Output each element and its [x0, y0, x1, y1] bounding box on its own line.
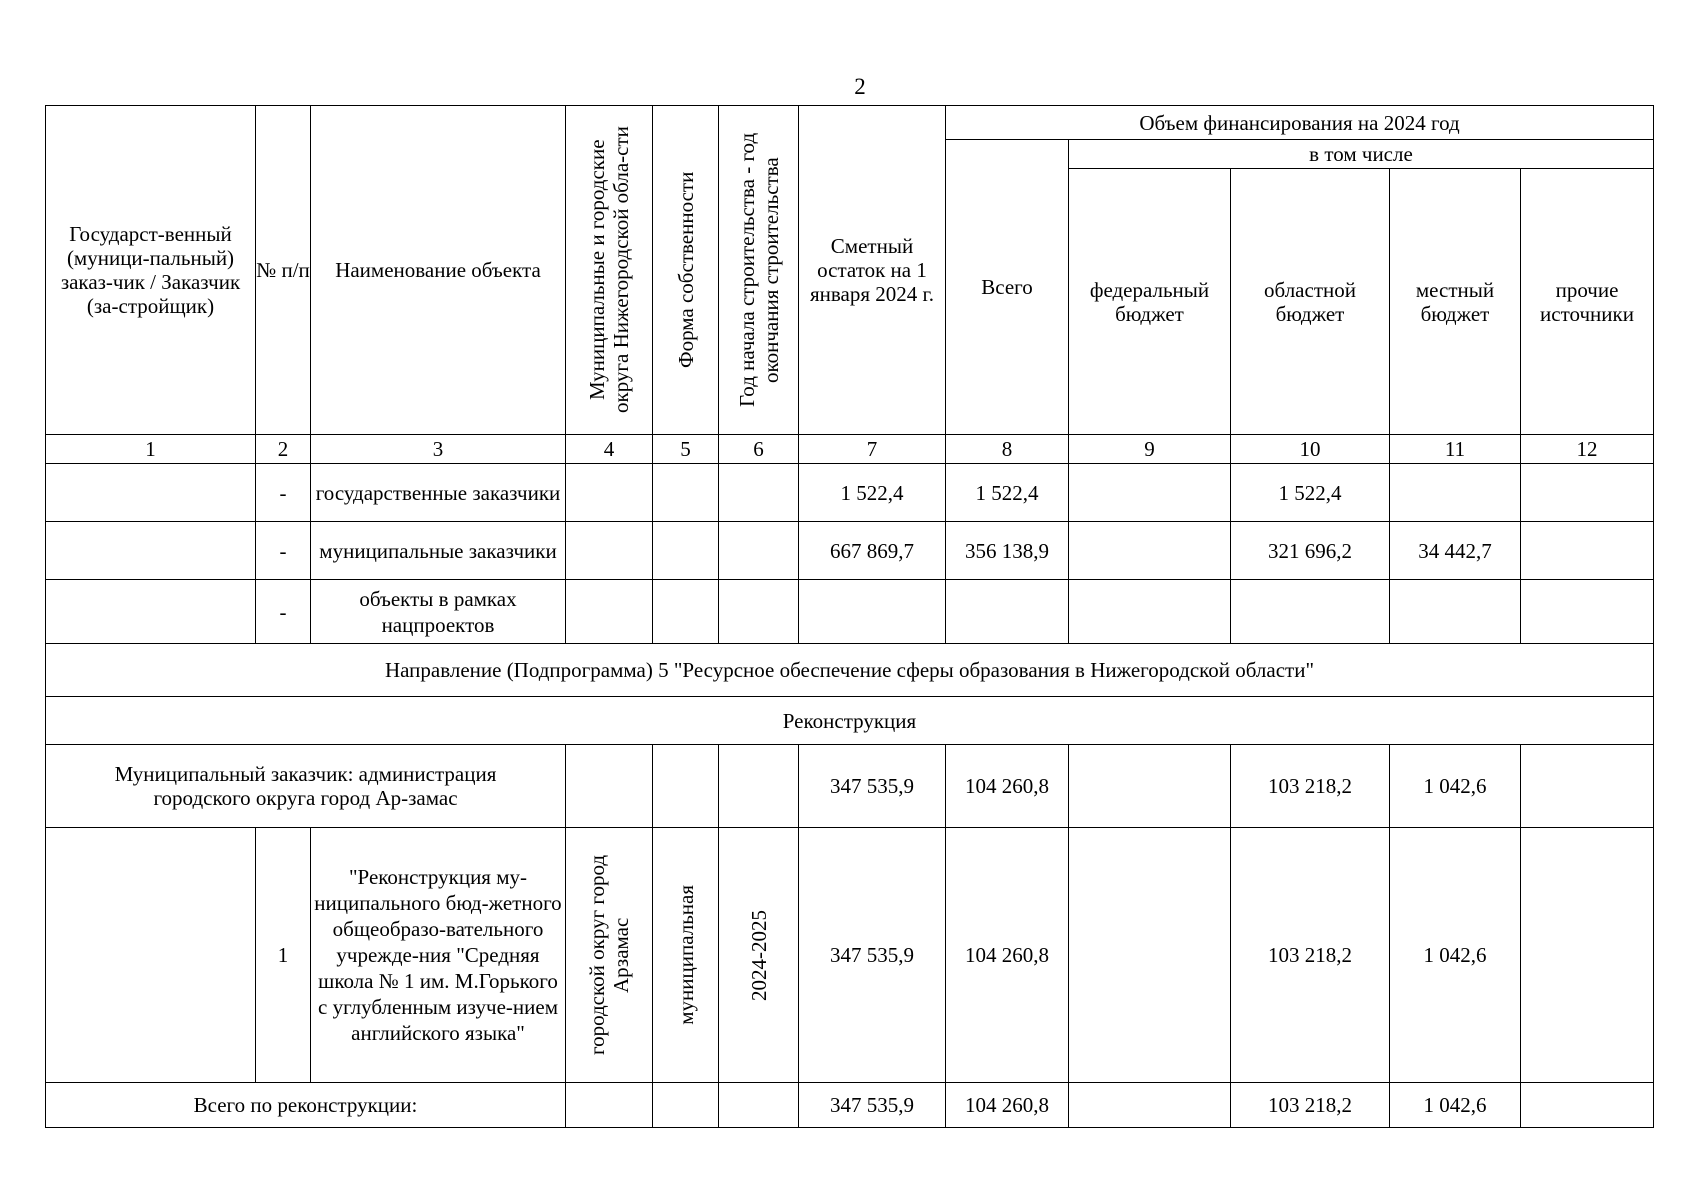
total-label: Всего по реконструкции:	[46, 1083, 566, 1128]
header-federal: федеральный бюджет	[1069, 169, 1231, 435]
header-municipality	[566, 106, 653, 435]
col-num-11: 11	[1390, 435, 1521, 464]
total-total: 104 260,8	[946, 1083, 1069, 1128]
page-number: 2	[854, 74, 866, 99]
header-municipality-text: Муниципальные и городские округа Нижегородской обла-сти	[585, 126, 633, 414]
header-ownership-text: Форма собственности	[673, 171, 698, 369]
col-num-3: 3	[311, 435, 566, 464]
header-num: № п/п	[256, 106, 311, 435]
object-municipality	[566, 828, 653, 1083]
summary-local: 34 442,7	[1390, 522, 1521, 580]
direction-heading: Направление (Подпрограмма) 5 "Ресурсное обеспечение сферы образования в Нижегородской области"	[46, 644, 1654, 697]
summary-name: государственные заказчики	[311, 464, 566, 522]
customer-local: 1 042,6	[1390, 745, 1521, 828]
summary-customer-cell	[46, 580, 256, 644]
object-row	[46, 828, 1654, 1083]
customer-federal	[1069, 745, 1231, 828]
summary-federal	[1069, 522, 1231, 580]
customer-municipality	[566, 745, 653, 828]
customer-ownership	[653, 745, 719, 828]
summary-balance: 667 869,7	[799, 522, 946, 580]
summary-customer-cell	[46, 522, 256, 580]
header-total: Всего	[946, 140, 1069, 435]
column-numbers-row	[46, 435, 1654, 464]
total-balance: 347 535,9	[799, 1083, 946, 1128]
col-num-2: 2	[256, 435, 311, 464]
header-years	[719, 106, 799, 435]
summary-regional: 1 522,4	[1231, 464, 1390, 522]
customer-row	[46, 745, 1654, 828]
col-num-12: 12	[1521, 435, 1654, 464]
summary-local	[1390, 580, 1521, 644]
col-num-1: 1	[46, 435, 256, 464]
total-municipality	[566, 1083, 653, 1128]
table-row	[46, 522, 1654, 580]
summary-municipality	[566, 522, 653, 580]
object-name: "Реконструкция му-ниципального бюд-жетного общеобразо-вательного учрежде-ния "Средняя школа № 1 им. М.Горького с углубленным изуче-нием английского языка"	[311, 828, 566, 1083]
summary-num: -	[256, 522, 311, 580]
customer-years	[719, 745, 799, 828]
object-years	[719, 828, 799, 1083]
summary-regional: 321 696,2	[1231, 522, 1390, 580]
customer-label: Муниципальный заказчик: администрация городского округа город Ар-замас	[46, 745, 566, 828]
total-row	[46, 1083, 1654, 1128]
summary-balance	[799, 580, 946, 644]
customer-other	[1521, 745, 1654, 828]
object-years-text: 2024-2025	[746, 909, 771, 1001]
object-balance: 347 535,9	[799, 828, 946, 1083]
header-financing: Объем финансирования на 2024 год	[946, 106, 1654, 140]
header-local: местный бюджет	[1390, 169, 1521, 435]
col-num-9: 9	[1069, 435, 1231, 464]
section-heading: Реконструкция	[46, 697, 1654, 745]
total-federal	[1069, 1083, 1231, 1128]
summary-other	[1521, 464, 1654, 522]
summary-ownership	[653, 464, 719, 522]
col-num-10: 10	[1231, 435, 1390, 464]
summary-federal	[1069, 580, 1231, 644]
header-ownership	[653, 106, 719, 435]
object-federal	[1069, 828, 1231, 1083]
summary-name: объекты в рамках нацпроектов	[311, 580, 566, 644]
summary-years	[719, 522, 799, 580]
header-including: в том числе	[1069, 140, 1654, 169]
object-customer-cell	[46, 828, 256, 1083]
object-ownership	[653, 828, 719, 1083]
header-years-text: Год начала строительства - год окончания строительства	[734, 132, 783, 408]
col-num-4: 4	[566, 435, 653, 464]
summary-num: -	[256, 580, 311, 644]
total-local: 1 042,6	[1390, 1083, 1521, 1128]
col-num-6: 6	[719, 435, 799, 464]
total-years	[719, 1083, 799, 1128]
header-regional: областной бюджет	[1231, 169, 1390, 435]
summary-total	[946, 580, 1069, 644]
table-row	[46, 464, 1654, 522]
summary-years	[719, 464, 799, 522]
object-other	[1521, 828, 1654, 1083]
header-object-name: Наименование объекта	[311, 106, 566, 435]
total-other	[1521, 1083, 1654, 1128]
total-ownership	[653, 1083, 719, 1128]
customer-total: 104 260,8	[946, 745, 1069, 828]
summary-total: 1 522,4	[946, 464, 1069, 522]
summary-name: муниципальные заказчики	[311, 522, 566, 580]
object-local: 1 042,6	[1390, 828, 1521, 1083]
object-regional: 103 218,2	[1231, 828, 1390, 1083]
summary-balance: 1 522,4	[799, 464, 946, 522]
table-row	[46, 580, 1654, 644]
header-customer: Государст-венный (муници-пальный) заказ-чик / Заказчик (за-стройщик)	[46, 106, 256, 435]
summary-total: 356 138,9	[946, 522, 1069, 580]
col-num-8: 8	[946, 435, 1069, 464]
summary-customer-cell	[46, 464, 256, 522]
object-total: 104 260,8	[946, 828, 1069, 1083]
customer-balance: 347 535,9	[799, 745, 946, 828]
summary-ownership	[653, 580, 719, 644]
object-num: 1	[256, 828, 311, 1083]
summary-federal	[1069, 464, 1231, 522]
summary-municipality	[566, 580, 653, 644]
summary-local	[1390, 464, 1521, 522]
object-municipality-text: городской округ город Арзамас	[585, 854, 633, 1056]
object-ownership-text: муниципальная	[673, 885, 698, 1025]
col-num-7: 7	[799, 435, 946, 464]
summary-num: -	[256, 464, 311, 522]
col-num-5: 5	[653, 435, 719, 464]
header-other: прочие источники	[1521, 169, 1654, 435]
summary-ownership	[653, 522, 719, 580]
summary-years	[719, 580, 799, 644]
summary-regional	[1231, 580, 1390, 644]
summary-other	[1521, 522, 1654, 580]
total-regional: 103 218,2	[1231, 1083, 1390, 1128]
summary-municipality	[566, 464, 653, 522]
summary-other	[1521, 580, 1654, 644]
financing-table	[45, 105, 1654, 1128]
customer-regional: 103 218,2	[1231, 745, 1390, 828]
header-balance: Сметный остаток на 1 января 2024 г.	[799, 106, 946, 435]
